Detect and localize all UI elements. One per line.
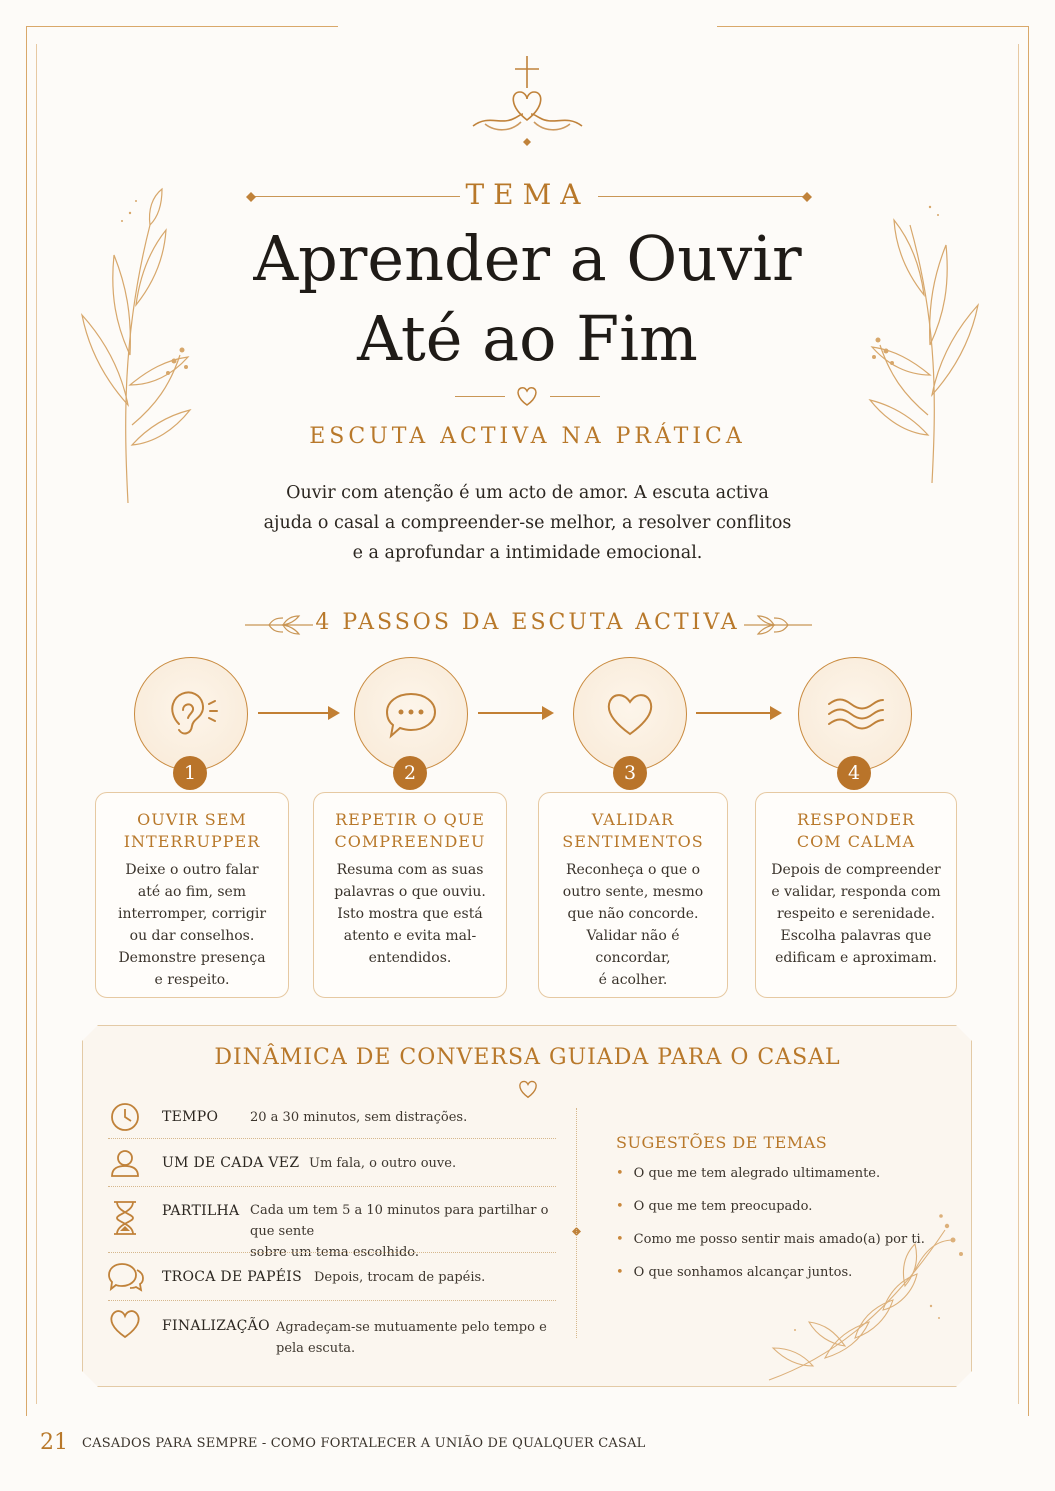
intro-line: ajuda o casal a compreender-se melhor, a resolver conflitos (263, 513, 792, 533)
clock-icon (108, 1102, 142, 1136)
card-text-line: Isto mostra que está (337, 906, 483, 922)
intro-line: e a aprofundar a intimidade emocional. (352, 543, 703, 563)
step-4-title (756, 809, 956, 853)
panel-heart-icon (516, 1078, 540, 1100)
card-text-line: edificam e aproximam. (775, 950, 937, 966)
suggestion-text: O que me tem alegrado ultimamente. (633, 1166, 881, 1181)
dynamic-row-troca-de-papeis (108, 1260, 556, 1294)
row-label: TROCA DE PAPÉIS (162, 1269, 303, 1285)
heart-icon (600, 684, 660, 744)
step-1-circle (134, 657, 248, 771)
card-text-line: palavras o que ouviu. (334, 884, 486, 900)
person-icon (108, 1148, 142, 1182)
card-text-line: outro sente, mesmo (562, 884, 704, 900)
frame-top-left (26, 26, 338, 27)
card-title-line: INTERRUPPER (123, 832, 261, 851)
card-text-line: e validar, responda com (771, 884, 941, 900)
row-divider (108, 1300, 556, 1301)
column-divider (576, 1108, 577, 1338)
suggestion-item: • O que me tem preocupado. (616, 1199, 813, 1214)
card-text-line: e respeito. (154, 972, 230, 988)
step-1-card (95, 792, 289, 998)
panel-branch-decoration-icon (765, 1210, 970, 1385)
card-title-line: VALIDAR (591, 810, 675, 829)
suggestion-item: • O que me tem alegrado ultimamente. (616, 1166, 881, 1181)
intro-text (240, 478, 815, 568)
suggestion-text: O que me tem preocupado. (633, 1199, 813, 1214)
dynamic-row-um-de-cada-vez (108, 1148, 556, 1180)
row-divider (108, 1252, 556, 1253)
speech-bubble-icon (381, 684, 441, 744)
card-title-line: SENTIMENTOS (562, 832, 704, 851)
step-1-title (96, 809, 288, 853)
suggestions-title: SUGESTÕES DE TEMAS (616, 1133, 828, 1152)
steps-title: 4 PASSOS DA ESCUTA ACTIVA (315, 610, 740, 635)
subtitle: ESCUTA ACTIVA NA PRÁTICA (309, 424, 746, 449)
heart-outline-icon (108, 1308, 142, 1340)
card-text-line: Resuma com as suas (336, 862, 484, 878)
row-text-line: sobre um tema escolhido. (250, 1245, 420, 1260)
step-2-badge: 2 (393, 756, 427, 790)
step-arrow-3 (696, 712, 778, 714)
heart-divider-icon (514, 384, 540, 408)
dynamic-row-partilha (108, 1196, 556, 1260)
card-text-line: ou dar conselhos. (129, 928, 255, 944)
frame-top-right (717, 26, 1029, 27)
card-text-line: interromper, corrigir (117, 906, 267, 922)
step-4-badge: 4 (837, 756, 871, 790)
card-text-line: entendidos. (368, 950, 452, 966)
step-4-text (764, 859, 948, 969)
dynamic-row-finalizacao (108, 1308, 556, 1356)
waves-icon (825, 684, 885, 744)
page-number: 21 (40, 1430, 68, 1455)
dynamic-row-tempo (108, 1102, 556, 1134)
ear-icon (161, 684, 221, 744)
step-4-circle (798, 657, 912, 771)
chat-bubbles-icon (108, 1260, 144, 1294)
row-label: UM DE CADA VEZ (162, 1155, 300, 1171)
card-text-line: respeito e serenidade. (776, 906, 936, 922)
heart-divider-line-left (455, 396, 505, 397)
step-1-text (104, 859, 280, 991)
dynamic-title: DINÂMICA DE CONVERSA GUIADA PARA O CASAL (214, 1045, 841, 1070)
card-text-line: que não concorde. (567, 906, 699, 922)
card-title-line: COMPREENDEU (334, 832, 486, 851)
suggestion-text: Como me posso sentir mais amado(a) por ti. (633, 1232, 925, 1247)
step-arrow-2 (478, 712, 550, 714)
step-3-title (539, 809, 727, 853)
intro-line: Ouvir com atenção é um acto de amor. A escuta activa (286, 483, 769, 503)
card-title-line: REPETIR O QUE (335, 810, 485, 829)
heart-divider-line-right (550, 396, 600, 397)
step-3-circle (573, 657, 687, 771)
row-label: PARTILHA (162, 1203, 240, 1219)
row-label: FINALIZAÇÃO (162, 1318, 270, 1334)
suggestion-item: • O que sonhamos alcançar juntos. (616, 1265, 853, 1280)
step-3-card (538, 792, 728, 998)
card-text-line: Reconheça o que o (565, 862, 701, 878)
card-text-line: Deixe o outro falar (125, 862, 259, 878)
card-text-line: Validar não é concordar, (586, 928, 680, 966)
row-text: 20 a 30 minutos, sem distrações. (250, 1110, 468, 1125)
page-title-line1: Aprender a Ouvir (253, 222, 802, 295)
step-2-text (322, 859, 498, 969)
cross-heart-ornament-icon (465, 52, 590, 152)
row-text: Agradeçam-se mutuamente pelo tempo e pela escuta. (276, 1320, 547, 1356)
card-text-line: Depois de compreender (771, 862, 941, 878)
card-text-line: é acolher. (598, 972, 668, 988)
card-title-line: COM CALMA (796, 832, 916, 851)
row-text: Depois, trocam de papéis. (314, 1270, 486, 1285)
row-text-line: Cada um tem 5 a 10 minutos para partilhar o que sente (250, 1203, 549, 1239)
step-4-card (755, 792, 957, 998)
row-divider (108, 1138, 556, 1139)
row-text (250, 1200, 556, 1263)
card-text-line: atento e evita mal- (343, 928, 477, 944)
hourglass-icon (108, 1198, 142, 1238)
row-divider (108, 1186, 556, 1187)
row-label: TEMPO (162, 1109, 219, 1125)
row-text: Um fala, o outro ouve. (309, 1156, 457, 1171)
kicker: TEMA (465, 178, 590, 211)
card-text-line: Escolha palavras que (780, 928, 932, 944)
step-3-text (547, 859, 719, 991)
step-3-badge: 3 (613, 756, 647, 790)
card-title-line: RESPONDER (796, 810, 916, 829)
page-title-line2: Até ao Fim (357, 302, 698, 375)
card-text-line: até ao fim, sem (137, 884, 247, 900)
suggestion-item: • Como me posso sentir mais amado(a) por ti. (616, 1232, 925, 1247)
step-2-title (314, 809, 506, 853)
card-title-line: OUVIR SEM (137, 810, 247, 829)
suggestion-text: O que sonhamos alcançar juntos. (633, 1265, 853, 1280)
step-2-card (313, 792, 507, 998)
book-title: CASADOS PARA SEMPRE - COMO FORTALECER A UNIÃO DE QUALQUER CASAL (82, 1436, 646, 1451)
step-2-circle (354, 657, 468, 771)
step-1-badge: 1 (173, 756, 207, 790)
step-arrow-1 (258, 712, 336, 714)
card-text-line: Demonstre presença (118, 950, 266, 966)
